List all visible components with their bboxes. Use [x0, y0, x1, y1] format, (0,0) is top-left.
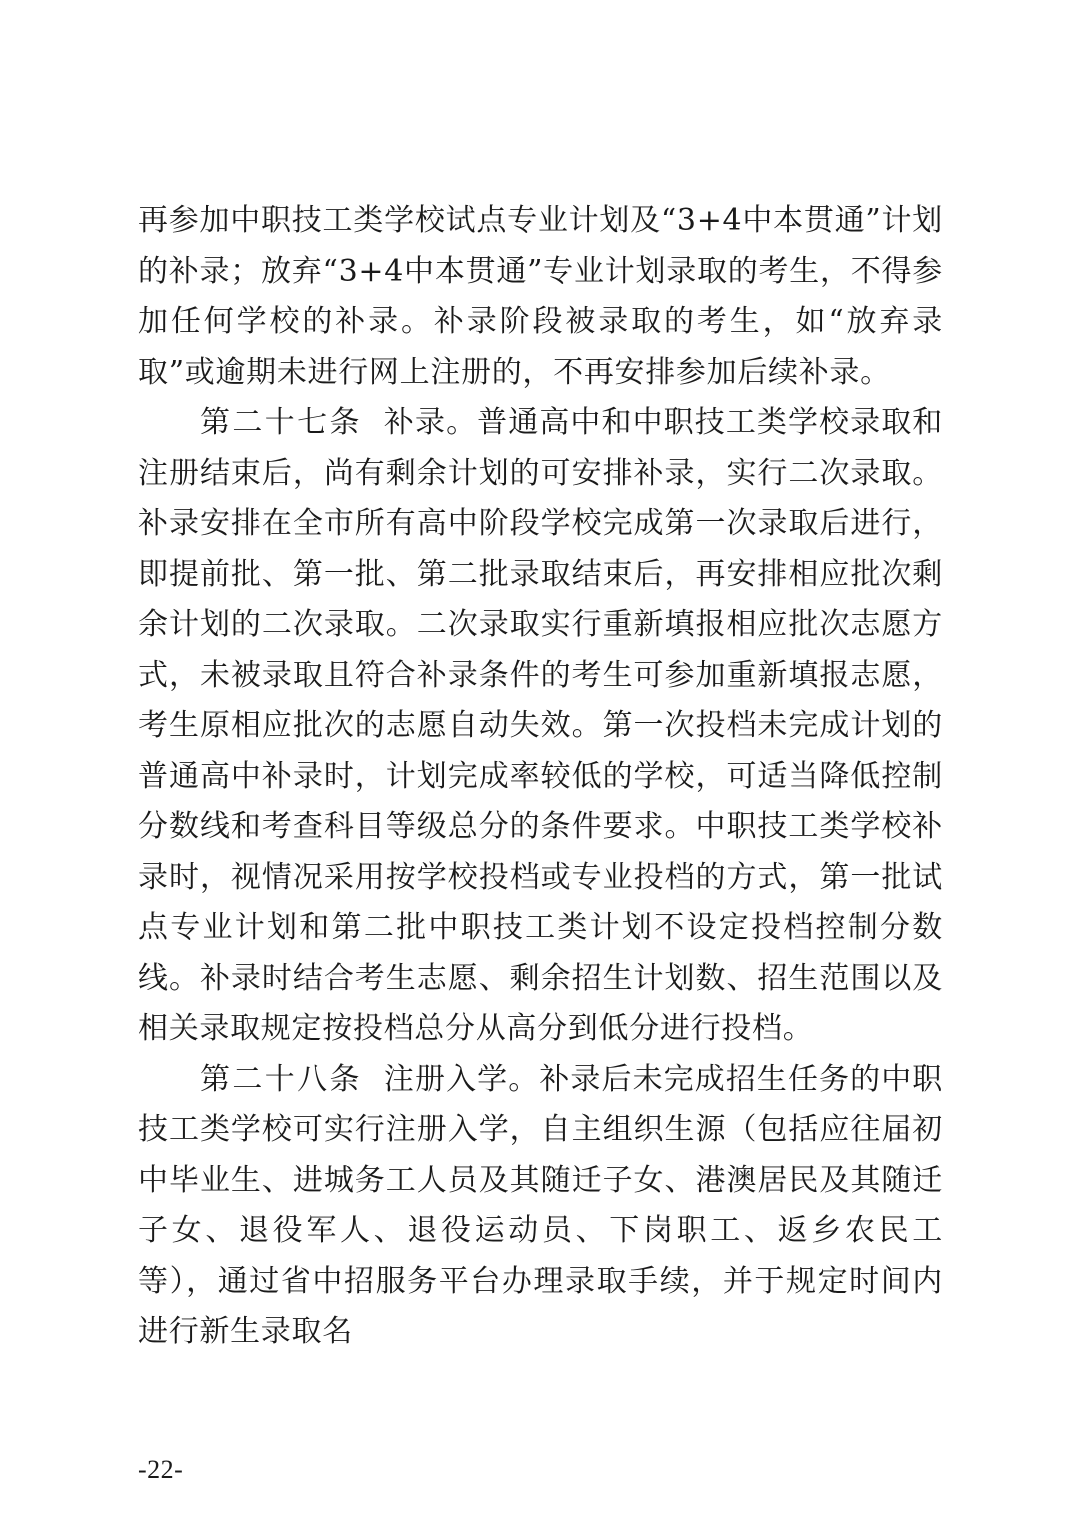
article-text: 补录。普通高中和中职技工类学校录取和注册结束后，尚有剩余计划的可安排补录，实行二次录取。补录安排在全市所有高中阶段学校完成第一次录取后进行，即提前批、第一批、第二批录取结束后，再安排相应批次剩余计划的二次录取。二次录取实行重新填报相应批次志愿方式，未被录取且符合补录条件的考生可参加重新填报志愿，考生原相应批次的志愿自动失效。第一次投档未完成计划的普通高中补录时，计划完成率较低的学校，可适当降低控制分数线和考查科目等级总分的条件要求。中职技工类学校补录时，视情况采用按学校投档或专业投档的方式，第一批试点专业计划和第二批中职技工类计划不设定投档控制分数线。补录时结合考生志愿、剩余招生计划数、招生范围以及相关录取规定按投档总分从高分到低分进行投档。 — [138, 405, 944, 1046]
article-text: 注册入学。补录后未完成招生任务的中职技工类学校可实行注册入学，自主组织生源（包括应往届初中毕业生、进城务工人员及其随迁子女、港澳居民及其随迁子女、退役军人、退役运动员、下岗职工、返乡农民工等），通过省中招服务平台办理录取手续，并于规定时间内进行新生录取名 — [138, 1061, 944, 1349]
page-number: -22- — [138, 1455, 184, 1484]
document-body — [138, 196, 943, 1358]
paragraph-article-27 — [138, 398, 943, 1055]
article-number: 第二十八条 — [200, 1061, 362, 1097]
paragraph-article-28 — [138, 1055, 943, 1358]
article-number: 第二十七条 — [200, 405, 362, 440]
paragraph-continuation: 再参加中职技工类学校试点专业计划及“3+4中本贯通”计划的补录；放弃“3+4中本贯通”专业计划录取的考生，不得参加任何学校的补录。补录阶段被录取的考生，如“放弃录取”或逾期未进行网上注册的，不再安排参加后续补录。 — [138, 203, 943, 390]
